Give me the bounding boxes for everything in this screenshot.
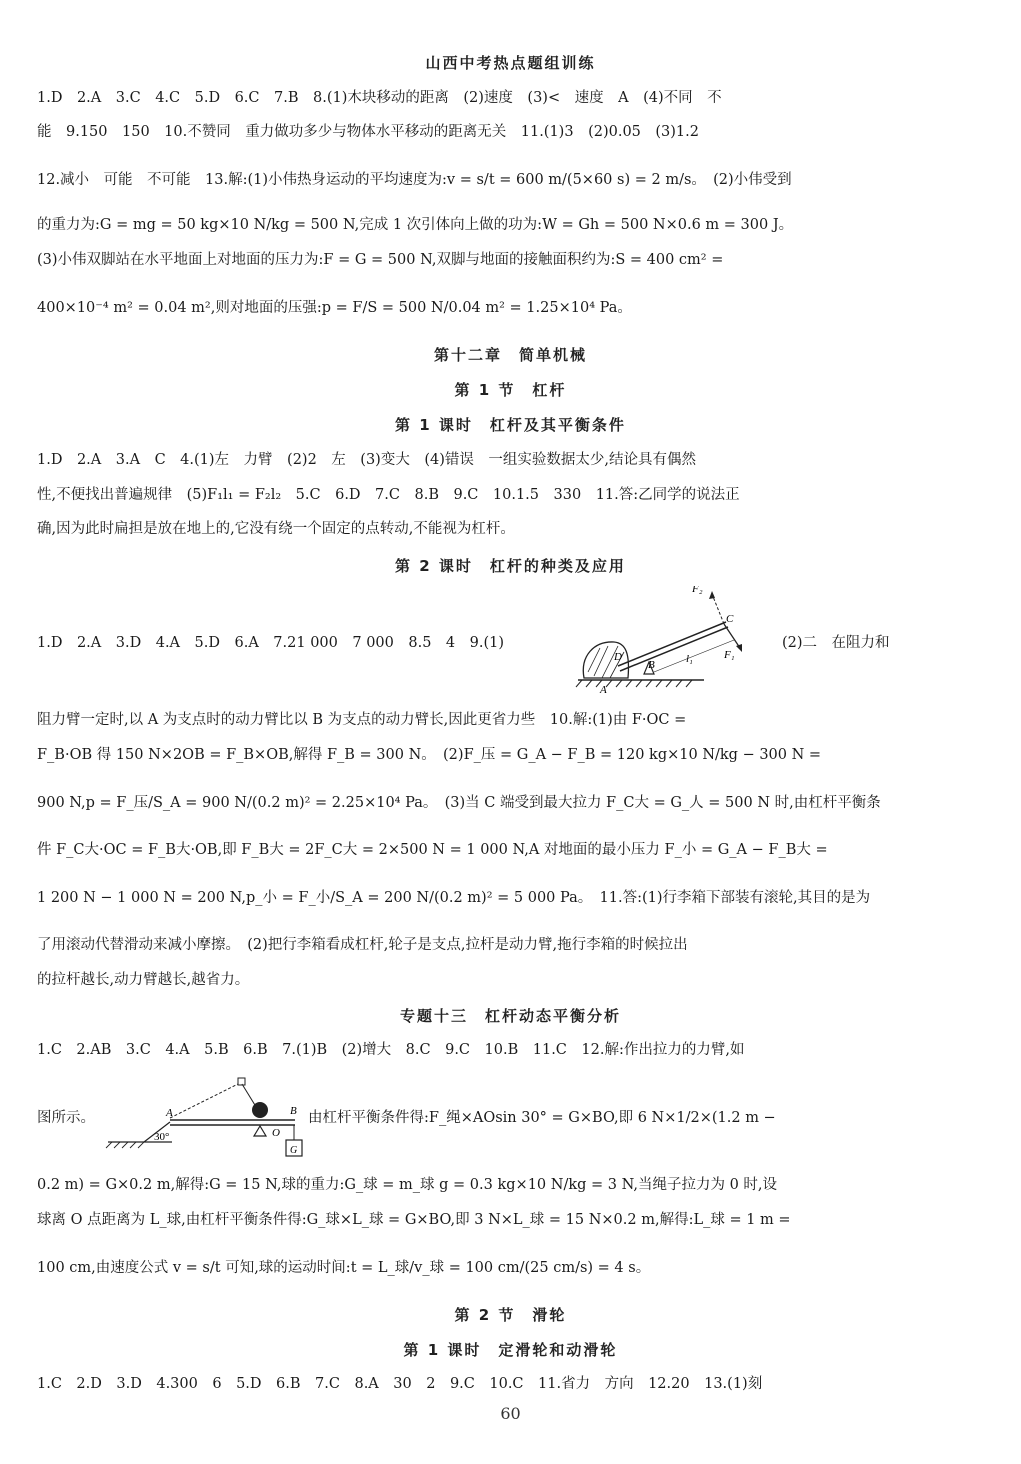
label-f2: F₂	[692, 586, 703, 595]
lesson2-title: 第 2 课时 杠杆的种类及应用	[395, 557, 626, 575]
label-o: O	[272, 1127, 280, 1139]
text-line: (3)小伟双脚站在水平地面上对地面的压力为:F = G = 500 N,双脚与地面的接触面积约为:S = 400 cm² =	[37, 252, 724, 268]
label-angle: 30°	[154, 1131, 170, 1143]
text-line: 100 cm,由速度公式 v = s/t 可知,球的运动时间:t = L_球/v_球 = 100 cm/(25 cm/s) = 4 s。	[37, 1260, 651, 1276]
label-g: G	[290, 1145, 298, 1156]
section2-title: 第 2 节 滑轮	[454, 1306, 567, 1324]
label-b: B	[290, 1105, 297, 1117]
text-line: 图所示。	[37, 1110, 95, 1126]
text-line: 的重力为:G = mg = 50 kg×10 N/kg = 500 N,完成 1 次引体向上做的功为:W = Gh = 500 N×0.6 m = 300 J。	[37, 217, 794, 233]
lever-diagram-9	[574, 586, 764, 696]
text-line: (2)二 在阻力和	[782, 635, 890, 651]
text-line: 1.D 2.A 3.C 4.C 5.D 6.C 7.B 8.(1)木块移动的距离 (2)速度 (3)< 速度 A (4)不同 不	[37, 90, 722, 106]
text-line: 性,不便找出普遍规律 (5)F₁l₁ = F₂l₂ 5.C 6.D 7.C 8.B 9.C 10.1.5 330 11.答:乙同学的说法正	[37, 487, 740, 503]
text-line: 由杠杆平衡条件得:F_绳×AOsin 30° = G×BO,即 6 N×1/2×(1.2 m −	[308, 1110, 776, 1126]
label-l1: l₁	[686, 653, 693, 665]
section1-title: 第 1 节 杠杆	[454, 381, 567, 399]
text-line: 1.C 2.D 3.D 4.300 6 5.D 6.B 7.C 8.A 30 2 9.C 10.C 11.省力 方向 12.20 13.(1)刻	[37, 1376, 763, 1392]
lever-diagram-12	[100, 1074, 305, 1164]
label-a: A	[166, 1107, 173, 1119]
text-line: F_B·OB 得 150 N×2OB = F_B×OB,解得 F_B = 300 N。 (2)F_压 = G_A − F_B = 120 kg×10 N/kg − 300 N =	[37, 747, 822, 763]
text-line: 1.D 2.A 3.D 4.A 5.D 6.A 7.21 000 7 000 8.5 4 9.(1)	[37, 635, 505, 651]
text-line: 1.C 2.AB 3.C 4.A 5.B 6.B 7.(1)B (2)增大 8.C 9.C 10.B 11.C 12.解:作出拉力的力臂,如	[37, 1042, 745, 1058]
text-line: 的拉杆越长,动力臂越长,越省力。	[37, 972, 250, 988]
topic13-title: 专题十三 杠杆动态平衡分析	[399, 1007, 621, 1025]
text-line: 0.2 m) = G×0.2 m,解得:G = 15 N,球的重力:G_球 = m_球 g = 0.3 kg×10 N/kg = 3 N,当绳子拉力为 0 时,设	[37, 1177, 778, 1193]
text-line: 12.减小 可能 不可能 13.解:(1)小伟热身运动的平均速度为:v = s/t = 600 m/(5×60 s) = 2 m/s。 (2)小伟受到	[37, 172, 792, 188]
text-line: 900 N,p = F_压/S_A = 900 N/(0.2 m)² = 2.25×10⁴ Pa。 (3)当 C 端受到最大拉力 F_C大 = G_人 = 500 N 时,由杠杆平衡条	[37, 795, 881, 811]
text-line: 能 9.150 150 10.不赞同 重力做功多少与物体水平移动的距离无关 11.(1)3 (2)0.05 (3)1.2	[37, 124, 699, 140]
lesson1-title: 第 1 课时 杠杆及其平衡条件	[395, 416, 626, 434]
label-a: A	[600, 684, 607, 696]
lesson3-title: 第 1 课时 定滑轮和动滑轮	[403, 1341, 618, 1359]
chapter-title: 第十二章 简单机械	[433, 346, 587, 364]
text-line: 了用滚动代替滑动来减小摩擦。 (2)把行李箱看成杠杆,轮子是支点,拉杆是动力臂,拖行李箱的时候拉出	[37, 937, 688, 953]
section-title: 山西中考热点题组训练	[425, 54, 596, 72]
label-d: D	[614, 651, 622, 663]
text-line: 1 200 N − 1 000 N = 200 N,p_小 = F_小/S_A = 200 N/(0.2 m)² = 5 000 Pa。 11.答:(1)行李箱下部装有滚轮,其目的是为	[37, 890, 871, 906]
text-line: 阻力臂一定时,以 A 为支点时的动力臂比以 B 为支点的动力臂长,因此更省力些 10.解:(1)由 F·OC =	[37, 712, 687, 728]
label-c: C	[726, 613, 734, 625]
text-line: 球离 O 点距离为 L_球,由杠杆平衡条件得:G_球×L_球 = G×BO,即 3 N×L_球 = 15 N×0.2 m,解得:L_球 = 1 m =	[37, 1212, 791, 1228]
label-f1: F₁	[724, 649, 735, 661]
text-line: 400×10⁻⁴ m² = 0.04 m²,则对地面的压强:p = F/S = 500 N/0.04 m² = 1.25×10⁴ Pa。	[37, 300, 632, 316]
page-number: 60	[500, 1404, 521, 1423]
label-b: B	[648, 659, 655, 671]
text-line: 件 F_C大·OC = F_B大·OB,即 F_B大 = 2F_C大 = 2×500 N = 1 000 N,A 对地面的最小压力 F_小 = G_A − F_B大 =	[37, 842, 828, 858]
text-line: 1.D 2.A 3.A C 4.(1)左 力臂 (2)2 左 (3)变大 (4)错误 一组实验数据太少,结论具有偶然	[37, 452, 696, 468]
text-line: 确,因为此时扁担是放在地上的,它没有绕一个固定的点转动,不能视为杠杆。	[37, 521, 515, 537]
